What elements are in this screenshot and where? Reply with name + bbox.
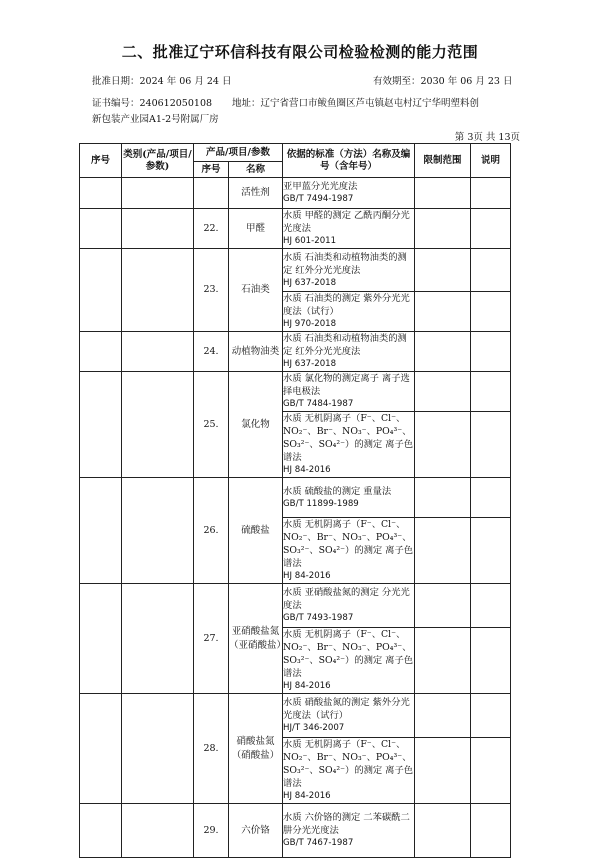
seq-cell	[80, 694, 122, 804]
item-name: 亚硝酸盐氮（亚硝酸盐）	[229, 584, 283, 694]
seq-cell	[80, 178, 122, 209]
note-cell	[471, 628, 511, 694]
note-cell	[471, 478, 511, 518]
item-number: 24.	[194, 332, 229, 372]
category-cell	[122, 209, 194, 249]
item-name: 硫酸盐	[229, 478, 283, 584]
header-note: 说明	[471, 144, 511, 178]
item-name: 活性剂	[229, 178, 283, 209]
address-line-1: 地址：辽宁省营口市鲅鱼圈区芦屯镇赵屯村辽宁华明塑料创	[232, 98, 480, 109]
standard-cell	[283, 518, 415, 584]
standard-name: 水质 甲醛的测定 乙酰丙酮分光光度法	[283, 210, 410, 234]
limit-cell	[415, 412, 471, 478]
note-cell	[471, 249, 511, 292]
item-number: 28.	[194, 694, 229, 804]
item-name: 硝酸盐氮（硝酸盐）	[229, 694, 283, 804]
limit-cell	[415, 694, 471, 738]
standard-name: 水质 无机阴离子（F⁻、Cl⁻、NO₂⁻、Br⁻、NO₃⁻、PO₄³⁻、SO₃²⁻、SO₄²⁻）的测定 离子色谱法	[283, 629, 414, 679]
table-row	[80, 694, 511, 738]
standard-name: 水质 硫酸盐的测定 重量法	[283, 485, 392, 497]
limit-cell	[415, 292, 471, 332]
standard-name: 水质 亚硝酸盐氮的测定 分光光度法	[283, 587, 410, 611]
standard-name: 水质 无机阴离子（F⁻、Cl⁻、NO₂⁻、Br⁻、NO₃⁻、PO₄³⁻、SO₃²⁻、SO₄²⁻）的测定 离子色谱法	[283, 739, 414, 789]
note-cell	[471, 209, 511, 249]
seq-cell	[80, 372, 122, 478]
table-row	[80, 249, 511, 292]
page-title: 二、批准辽宁环信科技有限公司检验检测的能力范围	[121, 43, 479, 61]
seq-cell	[80, 478, 122, 584]
category-cell	[122, 372, 194, 478]
header-category: 类别(产品/项目/参数)	[122, 144, 194, 178]
table-row	[80, 178, 511, 209]
standard-code: HJ 601-2011	[283, 236, 337, 246]
note-cell	[471, 372, 511, 412]
header-standard: 依据的标准（方法）名称及编号（含年号）	[283, 144, 415, 178]
standard-code: HJ 84-2016	[283, 571, 331, 581]
limit-cell	[415, 178, 471, 209]
standard-cell	[283, 209, 415, 249]
standard-code: GB/T 7484-1987	[283, 399, 354, 409]
standard-cell	[283, 292, 415, 332]
standard-cell	[283, 478, 415, 518]
standard-code: HJ 84-2016	[283, 465, 331, 475]
standard-code: HJ 637-2018	[283, 277, 337, 288]
category-cell	[122, 178, 194, 209]
limit-cell	[415, 628, 471, 694]
standard-code: HJ 637-2018	[283, 359, 337, 369]
approve-date: 批准日期：2024 年 06 月 24 日	[92, 76, 232, 87]
standard-name: 水质 无机阴离子（F⁻、Cl⁻、NO₂⁻、Br⁻、NO₃⁻、PO₄³⁻、SO₃²⁻、SO₄²⁻）的测定 离子色谱法	[283, 519, 414, 569]
item-number: 27.	[194, 584, 229, 694]
table-row	[80, 804, 511, 858]
limit-cell	[415, 518, 471, 584]
table-row	[80, 209, 511, 249]
header-product-group: 产品/项目/参数	[194, 144, 283, 162]
standard-name: 水质 六价铬的测定 二苯碳酰二肼分光光度法	[283, 812, 410, 836]
item-number: 29.	[194, 804, 229, 858]
category-cell	[122, 694, 194, 804]
standard-cell	[283, 178, 415, 209]
standard-code: HJ 84-2016	[283, 791, 331, 801]
standard-cell	[283, 249, 415, 292]
item-name: 六价铬	[229, 804, 283, 858]
header-seq: 序号	[80, 144, 122, 178]
category-cell	[122, 332, 194, 372]
standard-name: 水质 硝酸盐氮的测定 紫外分光光度法（试行）	[283, 697, 410, 721]
item-name: 氯化物	[229, 372, 283, 478]
note-cell	[471, 738, 511, 804]
header-limit: 限制范围	[415, 144, 471, 178]
note-cell	[471, 694, 511, 738]
item-number: 25.	[194, 372, 229, 478]
standard-name: 亚甲蓝分光光度法	[283, 181, 358, 192]
seq-cell	[80, 804, 122, 858]
seq-cell	[80, 249, 122, 332]
standard-cell	[283, 804, 415, 858]
standard-cell	[283, 372, 415, 412]
limit-cell	[415, 584, 471, 628]
table-row	[80, 584, 511, 628]
standard-cell	[283, 628, 415, 694]
standard-code: GB/T 7467-1987	[283, 838, 354, 848]
header-sub-name: 名称	[229, 162, 283, 178]
standard-cell	[283, 332, 415, 372]
limit-cell	[415, 249, 471, 292]
standard-cell	[283, 694, 415, 738]
limit-cell	[415, 478, 471, 518]
category-cell	[122, 804, 194, 858]
header-sub-seq: 序号	[194, 162, 229, 178]
table-row	[80, 478, 511, 518]
valid-until: 有效期至：2030 年 06 月 23 日	[373, 76, 513, 87]
note-cell	[471, 178, 511, 209]
seq-cell	[80, 209, 122, 249]
standard-name: 水质 石油类和动植物油类的测定 红外分光光度法	[283, 333, 407, 357]
standard-code: GB/T 7493-1987	[283, 613, 354, 623]
limit-cell	[415, 372, 471, 412]
standard-name: 水质 氯化物的测定离子 离子选择电极法	[283, 373, 410, 397]
page-number: 第 3页 共 13页	[454, 132, 520, 143]
item-name: 石油类	[229, 249, 283, 332]
limit-cell	[415, 804, 471, 858]
standard-code: HJ/T 346-2007	[283, 723, 345, 733]
item-name: 动植物油类	[229, 332, 283, 372]
standard-cell	[283, 738, 415, 804]
standard-code: HJ 84-2016	[283, 681, 331, 691]
standard-name: 水质 石油类的测定 紫外分光光度法（试行）	[283, 293, 410, 317]
item-number: 23.	[194, 249, 229, 332]
category-cell	[122, 249, 194, 332]
standard-name: 水质 无机阴离子（F⁻、Cl⁻、NO₂⁻、Br⁻、NO₃⁻、PO₄³⁻、SO₃²⁻、SO₄²⁻）的测定 离子色谱法	[283, 413, 414, 463]
category-cell	[122, 478, 194, 584]
note-cell	[471, 412, 511, 478]
table-body	[80, 178, 511, 858]
standard-name: 水质 石油类和动植物油类的测定 红外分光光度法	[283, 251, 407, 276]
seq-cell	[80, 584, 122, 694]
category-cell	[122, 584, 194, 694]
standard-code: GB/T 11899-1989	[283, 498, 359, 509]
item-number: 22.	[194, 209, 229, 249]
standard-code: HJ 970-2018	[283, 319, 337, 329]
limit-cell	[415, 738, 471, 804]
item-number	[194, 178, 229, 209]
capability-table	[79, 143, 511, 858]
limit-cell	[415, 332, 471, 372]
note-cell	[471, 292, 511, 332]
note-cell	[471, 584, 511, 628]
certificate-number: 证书编号：240612050108	[92, 98, 213, 109]
table-row	[80, 332, 511, 372]
standard-cell	[283, 584, 415, 628]
item-name: 甲醛	[229, 209, 283, 249]
standard-code: GB/T 7494-1987	[283, 194, 354, 204]
note-cell	[471, 804, 511, 858]
address-line-2: 新包装产业园A1-2号附属厂房	[92, 114, 219, 125]
item-number: 26.	[194, 478, 229, 584]
seq-cell	[80, 332, 122, 372]
note-cell	[471, 332, 511, 372]
limit-cell	[415, 209, 471, 249]
table-row	[80, 372, 511, 412]
note-cell	[471, 518, 511, 584]
standard-cell	[283, 412, 415, 478]
